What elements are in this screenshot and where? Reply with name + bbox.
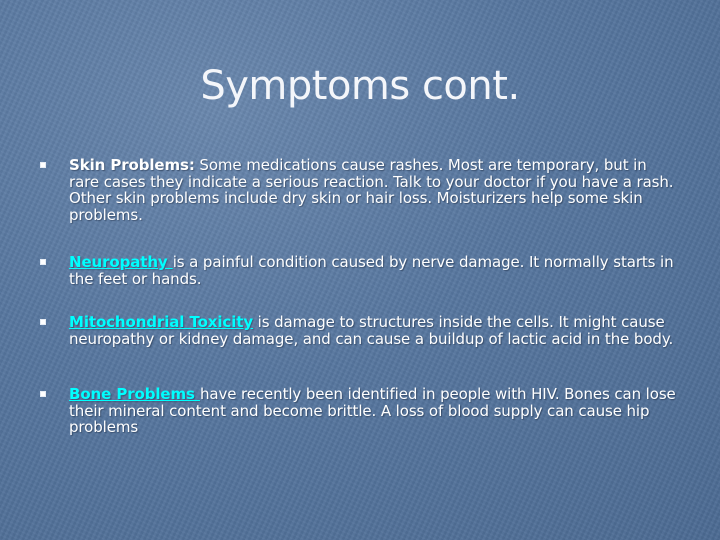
bullet-list [40, 157, 680, 436]
square-bullet-icon [40, 162, 46, 168]
square-bullet-icon [40, 319, 46, 325]
bullet-item-mitochondrial-toxicity [40, 314, 680, 386]
square-bullet-icon [40, 391, 46, 397]
bone-problems-link[interactable]: Bone Problems [69, 385, 200, 403]
bullet-text-skin-problems: Some medications cause rashes. Most are temporary, but in rare cases they indicate a serious reaction. Talk to your doctor if you have a rash. Other skin problems include dry skin or hair loss. Moisturizers help some skin problems. [69, 156, 674, 224]
bullet-item-bone-problems [40, 386, 680, 436]
bullet-item-skin-problems [40, 157, 680, 254]
square-bullet-icon [40, 259, 46, 265]
slide-title: Symptoms cont. [200, 63, 520, 109]
bullet-text-neuropathy: is a painful condition caused by nerve damage. It normally starts in the feet or hands. [69, 253, 674, 288]
bullet-term-skin-problems: Skin Problems: [69, 156, 195, 174]
bullet-item-neuropathy [40, 254, 680, 314]
mitochondrial-toxicity-link[interactable]: Mitochondrial Toxicity [69, 313, 254, 331]
bullet-text-bone-problems: have recently been identified in people with HIV. Bones can lose their mineral content and become brittle. A loss of blood supply can cause hip problems [69, 385, 676, 436]
neuropathy-link[interactable]: Neuropathy [69, 253, 173, 271]
bullet-text-mitochondrial-toxicity: is damage to structures inside the cells. It might cause neuropathy or kidney damage, and can cause a buildup of lactic acid in the body. [69, 313, 674, 348]
